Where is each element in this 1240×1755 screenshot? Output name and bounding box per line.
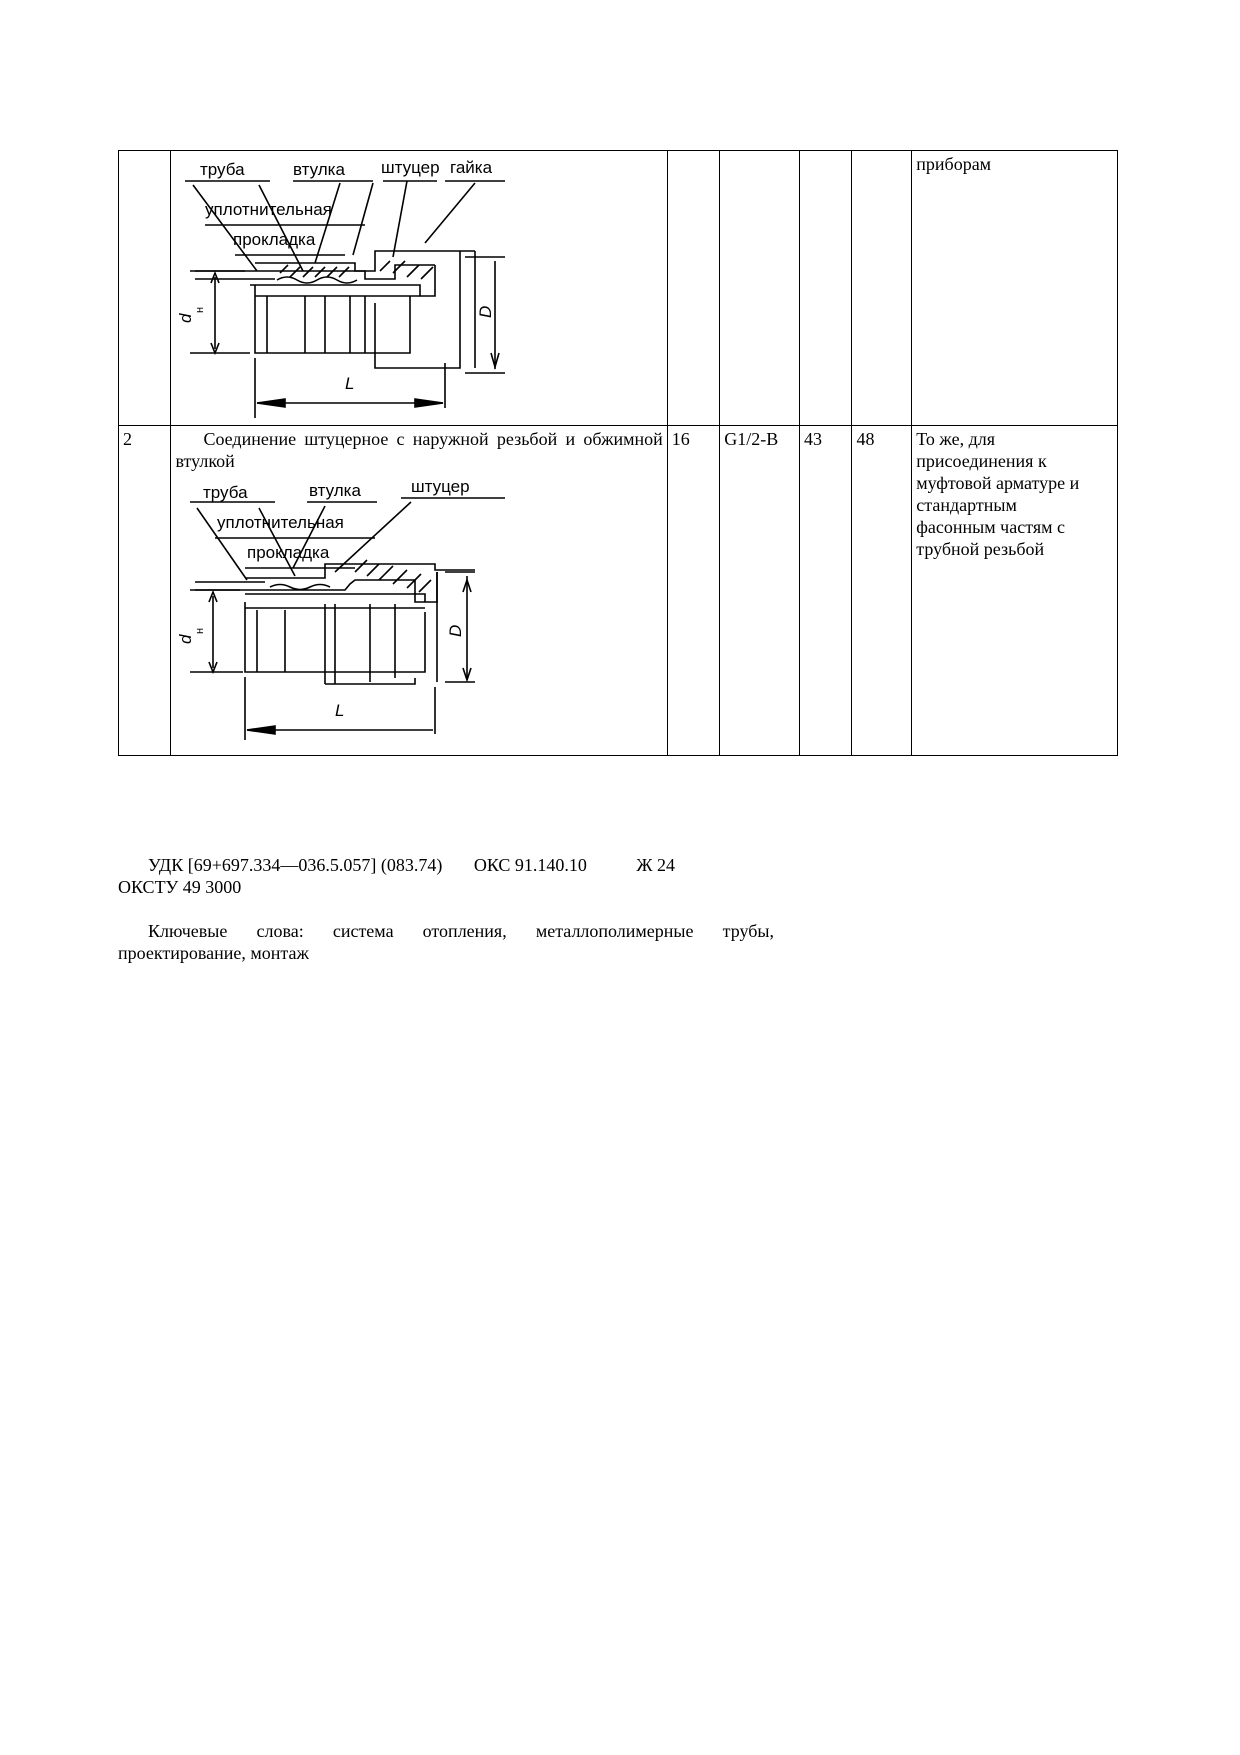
cell-c6: 48 [852, 426, 912, 756]
row-number-cell: 2 [119, 426, 171, 756]
cell-c6 [852, 151, 912, 426]
label-sleeve: втулка [309, 481, 362, 500]
okstu-code: ОКСТУ 49 3000 [118, 877, 242, 897]
table-row [119, 426, 1118, 756]
label-dn: d [176, 634, 196, 644]
label-fitting: штуцер [381, 158, 441, 177]
oks-code: ОКС 91.140.10 [473, 855, 587, 875]
description-cell [171, 426, 667, 756]
cell-c5: 43 [800, 426, 852, 756]
cell-c5 [800, 151, 852, 426]
note-cell: приборам [912, 151, 1118, 426]
classification-line [118, 854, 774, 876]
label-gasket: уплотнительная [217, 513, 345, 532]
keywords: Ключевые слова: система отопления, металлополимерные трубы, проектирование, монтаж [118, 921, 774, 963]
description-cell [171, 151, 667, 426]
note-line: присоединения к [916, 451, 1047, 471]
connections-table [118, 150, 1118, 756]
label-D: D [446, 624, 466, 637]
label-fitting: штуцер [411, 477, 471, 496]
connection-diagram-nut [175, 153, 515, 418]
cell-c3: 16 [667, 426, 719, 756]
note-line: стандартным [916, 495, 1017, 515]
label-L: L [335, 701, 345, 720]
label-dn: d [176, 313, 196, 323]
cell-c3 [667, 151, 719, 426]
label-gasket: уплотнительная [205, 200, 333, 219]
label-dn-sub: н [194, 627, 207, 634]
label-pipe: труба [200, 160, 245, 179]
udk-code: УДК [69+697.334—036.5.057] (083.74) [148, 855, 443, 875]
label-D: D [476, 305, 496, 318]
note-line: муфтовой арматуре и [916, 473, 1080, 493]
row-number-cell [119, 151, 171, 426]
label-gasket-2: прокладка [233, 230, 316, 249]
note-cell [912, 426, 1118, 756]
label-nut: гайка [450, 158, 493, 177]
label-pipe: труба [203, 483, 248, 502]
label-L: L [345, 374, 355, 393]
cell-c4 [720, 151, 800, 426]
zh-code: Ж 24 [636, 855, 676, 875]
label-dn-sub: н [194, 306, 207, 313]
note-line: трубной резьбой [916, 539, 1045, 559]
label-sleeve: втулка [293, 160, 346, 179]
note-line: То же, для [916, 429, 996, 449]
row-description: Соединение штуцерное с наружной резьбой и обжимной втулкой [175, 429, 663, 471]
cell-c4: G1/2-B [720, 426, 800, 756]
table-row [119, 151, 1118, 426]
connection-diagram-threaded [175, 472, 515, 742]
note-line: фасонным частям с [916, 517, 1065, 537]
document-footer [118, 854, 774, 964]
label-gasket-2: прокладка [247, 543, 330, 562]
